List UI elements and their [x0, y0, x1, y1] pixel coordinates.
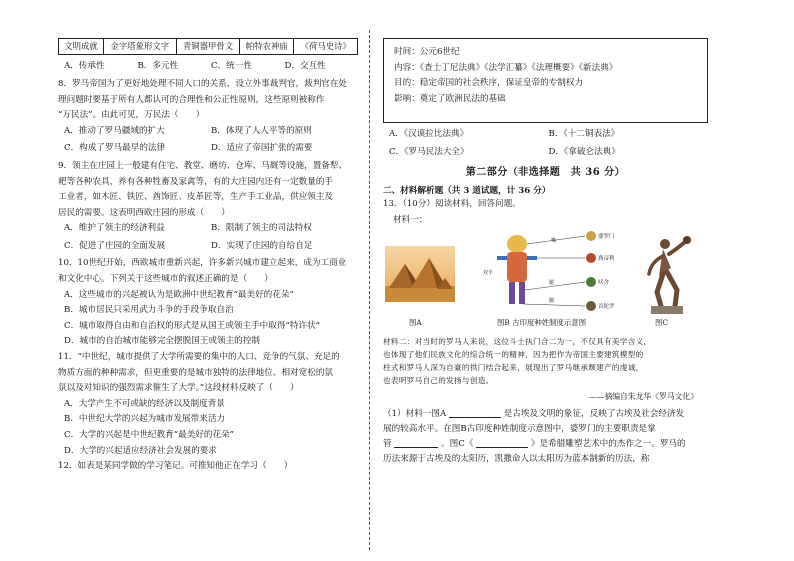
caste-label: 刹帝利	[598, 256, 615, 263]
body-part-label: 嘴	[551, 238, 557, 245]
q7-options	[58, 61, 358, 73]
table-row	[59, 39, 358, 55]
q7-option-b[interactable]: B．多元性	[137, 61, 179, 72]
study-note-box	[383, 38, 708, 123]
q9-options	[58, 223, 358, 252]
table-cell: 文明成就	[59, 39, 104, 55]
q13-title: 13．（10分）阅读材料，回答问题。	[383, 199, 521, 210]
q11-option-d[interactable]: D．大学的兴起适应经济社会发展的要求	[64, 445, 217, 456]
q7-option-c[interactable]: C．统一性	[211, 61, 252, 72]
material2-line: 也表明罗马自己的发扬与创造。	[383, 376, 494, 386]
q12-option-b[interactable]: B．《十二铜表法》	[548, 129, 620, 139]
q11-stem-line: 氛以及对知识的强烈需求催生了大学。”这段材料反映了（ ）	[58, 383, 299, 394]
q12-option-c[interactable]: C．《罗马民法大全》	[389, 146, 469, 157]
material2-line: 材料二：对当时的罗马人来说，这位斗士执门合二为一，不仅具有美学含义，	[383, 337, 652, 347]
note-impact: 影响：奠定了欧洲民法的基础	[394, 93, 506, 104]
q10-option-d[interactable]: D．城市的自治城市能够完全摆脱国王或领主的控制	[64, 336, 260, 347]
material2-text	[383, 336, 708, 388]
q9-option-d[interactable]: D．实现了庄园的自给自足	[211, 240, 313, 251]
q11-stem-line: 物质方面的种种需求，但更重要的是城市独特的法律地位、相对宽松的氛	[58, 367, 334, 378]
deity-head-icon	[507, 235, 527, 253]
caste-label: 婆罗门	[598, 234, 615, 241]
q11-option-a[interactable]: A．大学产生不可或缺的经济以及制度背景	[64, 398, 225, 409]
question-11	[58, 352, 358, 457]
table-cell: 帕特农神庙	[240, 39, 294, 55]
q13-1-text: 历法来源于古埃及的太阳历，凯撒命人以太阳历为蓝本制新的历法，称	[383, 453, 650, 464]
q7-option-d[interactable]: D．交互性	[284, 61, 326, 72]
q11-option-b[interactable]: B．中世纪大学的兴起为城市发展带来活力	[64, 414, 226, 425]
q10-option-a[interactable]: A．这些城市的兴起被认为是欧洲中世纪教育“最美好的花朵”	[64, 289, 294, 300]
column-divider	[369, 30, 370, 550]
q13-1-text: 管	[383, 438, 392, 449]
q8-option-c[interactable]: C．构成了罗马最早的法律	[64, 143, 166, 154]
vaishya-figure-icon	[586, 277, 596, 287]
achievement-table	[58, 38, 358, 55]
discus-thrower-statue	[641, 232, 693, 316]
note-time: 时间：公元6世纪	[394, 47, 460, 57]
q8-stem-line: “万民法”。由此可见，万民法（ ）	[58, 110, 205, 121]
q13-1-text: 。图C《	[441, 438, 474, 449]
q8-option-a[interactable]: A．推动了罗马疆域的扩大	[64, 125, 165, 136]
q9-option-b[interactable]: B．限制了领主的司法特权	[211, 223, 312, 234]
material2-source: ——摘编自朱龙华《罗马文化》	[588, 392, 698, 402]
right-column	[383, 38, 708, 467]
q10-stem-line: 和文化中心。下列关于这些城市的叙述正确的是（ ）	[58, 274, 273, 285]
q8-options	[58, 126, 358, 155]
material2-line: 柱式和罗马人深为自豪的拱门结合起来，展现出了罗马继承颓建产的虔诚，	[383, 363, 644, 373]
question-8	[58, 79, 358, 155]
material1-label: 材料一：	[393, 214, 428, 225]
q8-option-d[interactable]: D．适应了帝国扩张的需要	[211, 143, 313, 154]
q12-stem: 12．如表是某同学做的学习笔记。可推知他正在学习（ ）	[58, 461, 293, 472]
caste-diagram	[479, 230, 619, 314]
q11-stem-line: 11．“中世纪，城市提供了大学所需要的集中的人口、竞争的气氛、充足的	[58, 352, 340, 363]
q8-stem-line: 理问题时要基于所有人都认可的合理性和公正性原则，这些原则被称作	[58, 94, 325, 105]
q12-option-a[interactable]: A．《汉谟拉比法典》	[389, 129, 469, 139]
material1-figures	[383, 230, 708, 316]
q7-option-a[interactable]: A．传承性	[64, 61, 105, 72]
body-part-label: 腿	[549, 280, 555, 287]
q11-option-c[interactable]: C．大学的兴起是中世纪教育“最美好的花朵”	[64, 430, 235, 440]
question-9	[58, 161, 358, 253]
material2-line: 也体现了他们民族文化的综合统一的精神，因为把作为帝国主要建筑模型的	[383, 350, 644, 360]
q13-1-text: （1）材料一图A	[383, 408, 447, 419]
q13-1-text: 》是希腊雕塑艺术中的杰作之一。罗马的	[530, 438, 686, 449]
q9-stem-line: 工业者，如木匠、铁匠、酋饰匠、皮革匠等，生产手工业品，供应领主及	[58, 192, 334, 203]
caste-label: 吠舍	[598, 280, 610, 287]
q9-stem-line: 居民的需要。这表明西欧庄园的形成（ ）	[58, 207, 230, 218]
kshatriya-figure-icon	[586, 253, 596, 263]
q10-option-b[interactable]: B．城市居民只采用武力斗争的手段争取自治	[64, 305, 234, 316]
note-purpose: 目的：稳定帝国的社会秩序，保证皇帝的专制权力	[394, 78, 584, 89]
q8-stem-line: 8．罗马帝国为了更好地处理不同人口的关系，设立外事裁判官，裁判官在处	[58, 78, 348, 89]
answer-blank-brahmin-duty[interactable]	[394, 438, 438, 448]
section2-title: 二、材料解析题（共 3 道试题，计 36 分）	[383, 185, 551, 196]
q13-1-text: 是古埃及文明的象征，反映了古埃及社会经济发	[503, 408, 685, 419]
question-12	[58, 461, 358, 473]
table-cell: 《荷马史诗》	[294, 39, 358, 55]
left-column	[58, 38, 358, 477]
q9-option-c[interactable]: C．促进了庄园的全面发展	[64, 240, 166, 251]
q10-option-c[interactable]: C．城市取得自由和自治权的形式是从国王或领主手中取得“特许状”	[64, 320, 320, 331]
question-10	[58, 258, 358, 348]
table-cell: 金字塔象形文字	[103, 39, 176, 55]
q9-stem-line: 9．领主在庄园上一般建有住宅、教堂、磨坊、仓库、马厩等设施，置备犁、	[58, 160, 348, 171]
caption-fig-b: 图B 古印度种姓制度示意图	[497, 318, 587, 328]
note-content: 内容：《查士丁尼法典》《法学汇纂》《法理概要》《新法典》	[394, 62, 618, 73]
caste-label: 首陀罗	[598, 304, 615, 311]
body-part-label: 脚	[549, 298, 555, 305]
figure-captions	[383, 318, 708, 332]
q12-option-d[interactable]: D．《拿破仑法典》	[548, 146, 620, 157]
q9-option-a[interactable]: A．维护了领主的经济利益	[64, 223, 165, 234]
q10-stem-line: 10．10世纪开始，西欧城市重新兴起，许多新兴城市建立起来，成为工商业	[58, 258, 347, 269]
shudra-figure-icon	[586, 301, 596, 311]
brahmin-figure-icon	[586, 231, 596, 241]
deity-body-icon	[507, 252, 527, 282]
q9-stem-line: 耙等各种农具，养有各种牲畜及家禽等，有的大庄园内还有一定数量的手	[58, 176, 334, 187]
question-13-part-1	[383, 407, 708, 467]
answer-blank-pyramid[interactable]	[449, 408, 501, 418]
body-part-label: 双手	[483, 270, 494, 277]
part2-title: 第二部分（非选择题 共 36 分）	[465, 167, 626, 179]
answer-blank-statue-name[interactable]	[476, 438, 528, 448]
q12-options	[383, 129, 708, 158]
pyramids-image	[385, 246, 455, 302]
q13-1-text: 展的较高水平。在图B古印度种姓制度示意图中，婆罗门的主要职责是掌	[383, 423, 656, 434]
q8-option-b[interactable]: B．体现了人人平等的原则	[211, 125, 312, 136]
table-cell: 青铜器甲骨文	[176, 39, 240, 55]
caption-fig-a: 图A	[409, 318, 422, 328]
caption-fig-c: 图C	[655, 318, 669, 328]
